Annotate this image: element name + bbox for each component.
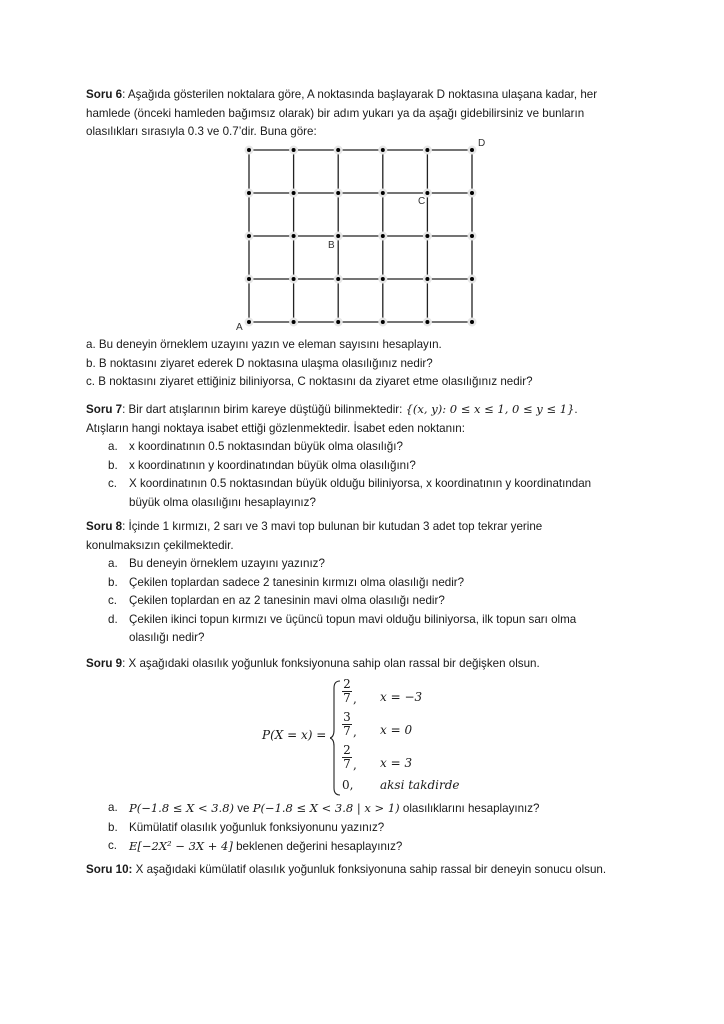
case-1-fraction: 2 7: [343, 677, 351, 705]
question-8: [86, 518, 646, 648]
question-6-item-b: b. B noktasını ziyaret ederek D noktasına ulaşma olasılığınız nedir?: [86, 356, 433, 370]
point-label-c: C: [418, 196, 426, 207]
point-label-b: B: [328, 240, 335, 251]
case-1-condition: x = −3: [380, 690, 423, 704]
otherwise-condition: aksi takdirde: [380, 778, 460, 792]
question-7-intro-line2: Atışların hangi noktaya isabet ettiği gözlenmektedir. İsabet eden noktanın:: [86, 421, 465, 435]
question-8-item-a: a. Bu deneyin örneklem uzayını yazınız?: [108, 557, 325, 570]
question-9-items: [86, 799, 646, 857]
unit-square-set: {(x, y): 0 ≤ x ≤ 1, 0 ≤ y ≤ 1}: [405, 402, 575, 416]
question-9-item-b: b. Kümülatif olasılık yoğunluk fonksiyonunu yazınız?: [108, 820, 385, 834]
question-10-label: Soru 10:: [86, 863, 133, 876]
question-6-item-c: c. B noktasını ziyaret ettiğiniz biliniyorsa, C noktasını da ziyaret etme olasılığınız nedir?: [86, 375, 533, 388]
case-3-fraction: 2 7: [343, 743, 351, 771]
question-8-item-c: c. Çekilen toplardan en az 2 tanesinin mavi olma olasılığı nedir?: [108, 594, 445, 607]
case-3-condition: x = 3: [380, 756, 413, 770]
question-6-label: Soru 6: [86, 88, 123, 101]
question-6-items: [86, 336, 646, 392]
formula-lhs: P(X = x) =: [262, 728, 327, 742]
question-10-intro: Soru 10: X aşağıdaki kümülatif olasılık yoğunluk fonksiyonuna sahip rassal bir deneyin sonucu olsun.: [86, 863, 607, 876]
question-7-items: [86, 438, 646, 512]
question-6-intro: Soru 6: Aşağıda gösterilen noktalara göre, A noktasında başlayarak D noktasına ulaşana kadar, her: [86, 88, 598, 101]
question-7-item-b: b. x koordinatının y koordinatından büyük olma olasılığını?: [108, 458, 416, 472]
case-2-fraction: 3 7: [343, 710, 351, 738]
question-6-item-a: a. Bu deneyin örneklem uzayını yazın ve eleman sayısını hesaplayın.: [86, 338, 442, 351]
otherwise-value: 0,: [342, 778, 354, 792]
point-label-a: A: [236, 322, 243, 333]
point-label-d: D: [478, 138, 486, 149]
question-9-item-a: a. P(−1.8 ≤ X < 3.8) ve P(−1.8 ≤ X < 3.8 | x > 1) olasılıklarını hesaplayınız?: [108, 801, 540, 815]
question-9-item-c: c. E[−2X² − 3X + 4] beklenen değerini hesaplayınız?: [108, 839, 403, 853]
question-8-intro-line2: konulmaksızın çekilmektedir.: [86, 538, 234, 552]
question-7-item-a: a. x koordinatının 0.5 noktasından büyük olma olasılığı?: [108, 440, 403, 453]
question-7-item-c: c. X koordinatının 0.5 noktasından büyük olduğu biliniyorsa, x koordinatının y koordinatından büyük olma olasılığını hesaplayınız?: [108, 477, 592, 509]
question-6: [86, 86, 646, 142]
question-7-intro: Soru 7: Bir dart atışlarının birim kareye düştüğü bilinmektedir: {(x, y): 0 ≤ x ≤ 1, 0 ≤ y ≤ 1}.: [86, 402, 578, 416]
question-9-intro: Soru 9: X aşağıdaki olasılık yoğunluk fonksiyonuna sahip olan rassal bir değişken olsun.: [86, 657, 540, 670]
pmf-formula: P(X = x) = 2 7 , x = −3 3 7 , x = 0 2 7 , x = 3 0, aksi takdirde: [262, 678, 492, 798]
question-7: [86, 400, 646, 512]
lattice-grid-diagram: [232, 136, 502, 341]
question-8-intro: Soru 8: İçinde 1 kırmızı, 2 sarı ve 3 mavi top bulunan bir kutudan 3 adet top tekrar yerine: [86, 520, 543, 533]
question-9: [86, 655, 646, 674]
question-10: [86, 861, 646, 880]
grid-svg: [232, 136, 502, 341]
question-6-intro-line2: hamlede (önceki hamleden bağımsız olarak) bir adım yukarı ya da aşağı gidebilirsiniz ve bunların: [86, 106, 585, 120]
question-8-label: Soru 8: [86, 520, 123, 533]
question-6-intro-line3: olasılıkları sırasıyla 0.3 ve 0.7’dir. Buna göre:: [86, 125, 317, 138]
question-7-label: Soru 7: [86, 403, 123, 416]
case-2-condition: x = 0: [380, 723, 413, 737]
question-8-items: [86, 555, 646, 648]
question-8-item-d: d. Çekilen ikinci topun kırmızı ve üçüncü topun mavi olduğu biliniyorsa, ilk topun sarı olma olasılığı nedir?: [108, 612, 577, 644]
left-brace-icon: [330, 680, 342, 796]
question-9-label: Soru 9: [86, 657, 123, 670]
question-8-item-b: b. Çekilen toplardan sadece 2 tanesinin kırmızı olma olasılığı nedir?: [108, 575, 465, 589]
